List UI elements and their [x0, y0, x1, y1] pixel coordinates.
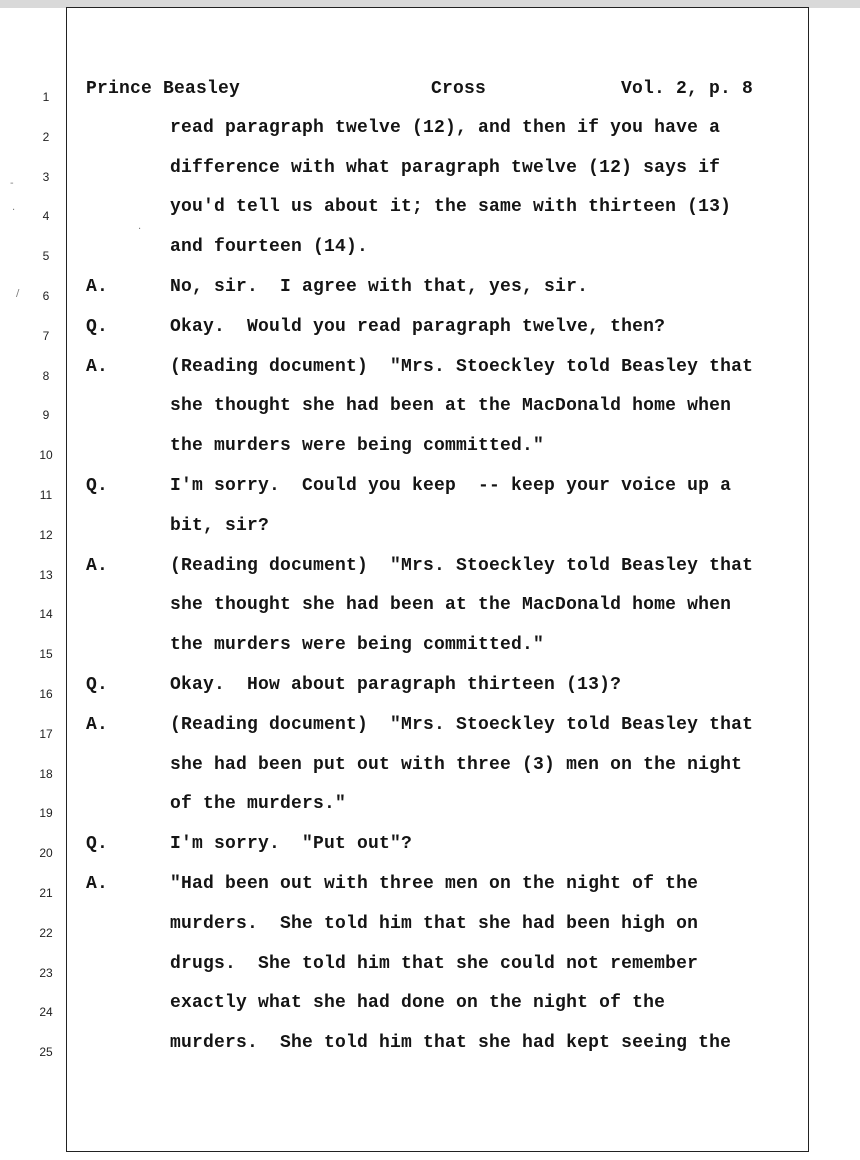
testimony-text: (Reading document) "Mrs. Stoeckley told Beasley that	[170, 555, 754, 576]
line-number: 25	[39, 1045, 53, 1060]
speaker-label: A.	[86, 356, 109, 377]
testimony-text: (Reading document) "Mrs. Stoeckley told Beasley that	[170, 714, 754, 735]
scan-speck: ·	[138, 224, 142, 235]
testimony-text: exactly what she had done on the night of the	[170, 993, 666, 1014]
speaker-label: Q.	[86, 675, 109, 695]
line-number: 17	[39, 726, 53, 741]
line-number: 8	[42, 368, 50, 383]
header-volume-page: Vol. 2, p. 8	[621, 79, 754, 99]
testimony-text: bit, sir?	[170, 515, 270, 536]
testimony-text: (Reading document) "Mrs. Stoeckley told Beasley that	[170, 356, 754, 377]
speaker-label: A.	[86, 555, 109, 576]
line-number: 7	[42, 328, 50, 343]
testimony-text: difference with what paragraph twelve (12) says if	[170, 157, 721, 178]
testimony-text: she thought she had been at the MacDonald home when	[170, 595, 732, 616]
line-number: 6	[42, 289, 50, 303]
line-number: 18	[39, 766, 53, 781]
header-witness-name: Prince Beasley	[86, 79, 241, 99]
testimony-text: I'm sorry. "Put out"?	[170, 834, 413, 855]
line-number: 11	[39, 488, 53, 502]
testimony-text: read paragraph twelve (12), and then if you have a	[170, 117, 721, 138]
speaker-label: Q.	[86, 476, 109, 496]
line-number: 20	[39, 846, 53, 861]
testimony-text: "Had been out with three men on the night of the	[170, 874, 699, 894]
testimony-text: of the murders."	[170, 794, 347, 815]
testimony-text: murders. She told him that she had kept seeing the	[170, 1033, 732, 1054]
line-number: 19	[39, 806, 53, 821]
speaker-label: A.	[86, 714, 109, 735]
header-exam-type: Cross	[431, 79, 487, 99]
line-number: 1	[42, 90, 50, 104]
line-number: 9	[42, 408, 50, 423]
line-number: 5	[42, 249, 50, 264]
testimony-text: she had been put out with three (3) men on the night	[170, 754, 743, 775]
testimony-text: the murders were being committed."	[170, 436, 545, 457]
line-number: 4	[42, 209, 50, 224]
speaker-label: Q.	[86, 834, 109, 855]
testimony-text: Okay. How about paragraph thirteen (13)?	[170, 675, 622, 695]
scan-speck: -	[10, 178, 14, 189]
scan-speck: ·	[12, 205, 16, 216]
transcript-page-border	[66, 7, 809, 1152]
line-number: 24	[39, 1005, 53, 1020]
line-number: 13	[39, 567, 53, 582]
line-number: 14	[39, 607, 53, 622]
testimony-text: drugs. She told him that she could not remember	[170, 953, 699, 974]
line-number: 21	[39, 886, 53, 900]
scan-speck: /	[16, 288, 20, 299]
testimony-text: No, sir. I agree with that, yes, sir.	[170, 277, 589, 297]
line-number: 22	[39, 925, 53, 940]
line-number: 15	[39, 647, 53, 662]
testimony-text: you'd tell us about it; the same with thirteen (13)	[170, 197, 732, 218]
testimony-text: and fourteen (14).	[170, 237, 369, 258]
line-number: 3	[42, 169, 50, 184]
line-number: 2	[42, 129, 50, 144]
line-number: 10	[39, 448, 53, 463]
speaker-label: A.	[86, 874, 109, 894]
testimony-text: murders. She told him that she had been high on	[170, 913, 699, 934]
speaker-label: A.	[86, 277, 109, 297]
testimony-text: Okay. Would you read paragraph twelve, then?	[170, 316, 666, 337]
testimony-text: the murders were being committed."	[170, 635, 545, 656]
testimony-text: she thought she had been at the MacDonald home when	[170, 396, 732, 417]
line-number: 23	[39, 965, 53, 980]
line-number: 12	[39, 527, 53, 542]
speaker-label: Q.	[86, 316, 109, 337]
line-number: 16	[39, 687, 53, 701]
testimony-text: I'm sorry. Could you keep -- keep your voice up a	[170, 476, 732, 496]
